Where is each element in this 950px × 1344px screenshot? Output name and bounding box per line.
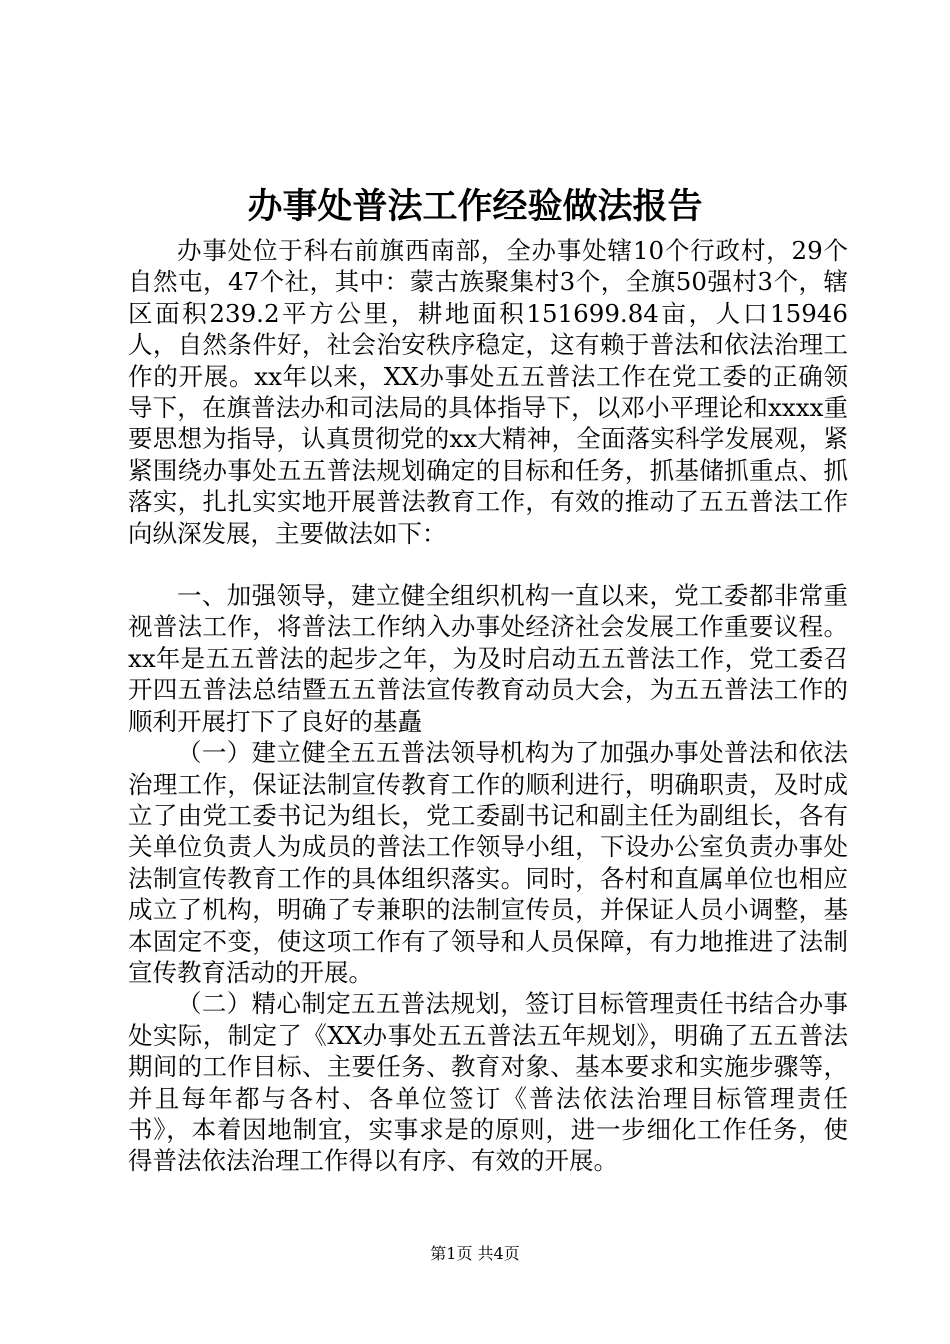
page-number-footer: 第1页 共4页 (430, 1244, 520, 1263)
paragraph-intro: 办事处位于科右前旗西南部，全办事处辖10个行政村，29个自然屯，47个社，其中：蒙古族聚集村3个，全旗50强村3个，辖区面积239.2平方公里，耕地面积151699.84亩，人口15946人，自然条件好，社会治安秩序稳定，这有赖于普法和依法治理工作的开展。xx年以来，XX办事处五五普法工作在党工委的正确领导下，在旗普法办和司法局的具体指导下，以邓小平理论和xxxx重要思想为指导，认真贯彻党的xx大精神，全面落实科学发展观，紧紧围绕办事处五五普法规划确定的目标和任务，抓基储抓重点、抓落实，扎扎实实地开展普法教育工作，有效的推动了五五普法工作向纵深发展，主要做法如下： (128, 236, 849, 548)
paragraph-section-1: 一、加强领导，建立健全组织机构一直以来，党工委都非常重视普法工作，将普法工作纳入办事处经济社会发展工作重要议程。xx年是五五普法的起步之年，为及时启动五五普法工作，党工委召开四五普法总结暨五五普法宣传教育动员大会，为五五普法工作的顺利开展打下了良好的基矗 (128, 581, 848, 736)
paragraph-subsection-2: （二）精心制定五五普法规划，签订目标管理责任书结合办事处实际，制定了《XX办事处五五普法五年规划》，明确了五五普法期间的工作目标、主要任务、教育对象、基本要求和实施步骤等，并且每年都与各村、各单位签订《普法依法治理目标管理责任书》，本着因地制宜，实事求是的原则，进一步细化工作任务，使得普法依法治理工作得以有序、有效的开展。 (128, 989, 848, 1176)
document-body (128, 235, 848, 1177)
paragraph-spacer (128, 549, 848, 580)
document-title: 办事处普法工作经验做法报告 (247, 186, 703, 227)
paragraph-subsection-1: （一）建立健全五五普法领导机构为了加强办事处普法和依法治理工作，保证法制宣传教育工作的顺利进行，明确职责，及时成立了由党工委书记为组长，党工委副书记和副主任为副组长，各有关单位负责人为成员的普法工作领导小组，下设办公室负责办事处法制宣传教育工作的具体组织落实。同时，各村和直属单位也相应成立了机构，明确了专兼职的法制宣传员，并保证人员小调整，基本固定不变，使这项工作有了领导和人员保障，有力地推进了法制宣传教育活动的开展。 (128, 738, 848, 987)
